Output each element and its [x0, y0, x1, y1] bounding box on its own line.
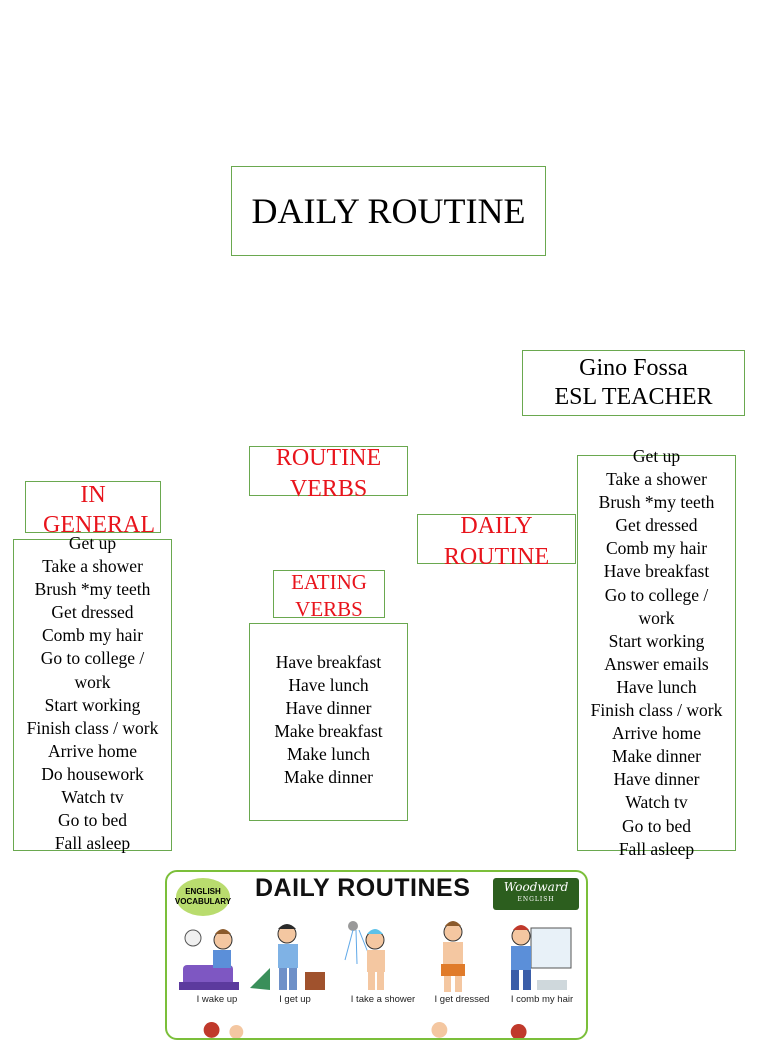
in-general-item: Start working — [44, 694, 141, 715]
poster-title: DAILY ROUTINES — [255, 874, 471, 902]
in-general-item: Go to college / work — [40, 648, 145, 692]
daily-routine-list — [577, 446, 736, 859]
author-name: Gino Fossa — [579, 355, 688, 381]
english-vocabulary-badge — [176, 878, 230, 916]
daily-routine-heading-text: DAILY ROUTINE — [443, 513, 550, 570]
brand-sub: ENGLISH — [517, 896, 555, 903]
caption-wake-up: I wake up — [196, 994, 238, 1005]
routine-verbs-heading-text: ROUTINE VERBS — [275, 445, 382, 502]
daily-routine-item: Watch tv — [625, 792, 688, 813]
daily-routine-item: Get up — [632, 446, 681, 466]
in-general-item: Fall asleep — [54, 833, 131, 854]
in-general-item: Watch tv — [61, 787, 124, 808]
eating-verbs-item: Have breakfast — [275, 652, 382, 672]
in-general-item: Comb my hair — [41, 625, 144, 646]
poster-illustrations-row-2 — [167, 1010, 586, 1040]
badge-line-1: ENGLISH — [185, 887, 221, 896]
in-general-item: Get up — [68, 533, 117, 553]
brand-name: Woodward — [503, 880, 569, 894]
eating-verbs-item: Have lunch — [288, 675, 369, 696]
in-general-item: Arrive home — [48, 740, 137, 761]
eating-verbs-item: Make breakfast — [274, 721, 383, 742]
daily-routine-item: Answer emails — [604, 653, 709, 674]
caption-shower: I take a shower — [350, 994, 416, 1005]
in-general-item: Brush *my teeth — [34, 579, 151, 600]
eating-verbs-item: Have dinner — [285, 698, 372, 719]
in-general-item: Take a shower — [42, 556, 143, 577]
in-general-list — [13, 533, 172, 854]
daily-routine-item: Go to college / work — [604, 584, 709, 628]
page-title-text: DAILY ROUTINE — [251, 191, 526, 231]
daily-routine-item: Brush *my teeth — [598, 492, 715, 513]
daily-routine-heading — [417, 513, 576, 570]
in-general-item: Do housework — [41, 763, 144, 784]
daily-routine-item: Start working — [608, 630, 705, 651]
in-general-item: Go to bed — [57, 810, 128, 831]
daily-routines-poster — [165, 870, 588, 1040]
daily-routine-item: Have breakfast — [603, 561, 710, 582]
eating-verbs-list — [249, 623, 408, 821]
get-up-illustration — [250, 924, 325, 990]
daily-routine-item: Have lunch — [616, 676, 697, 697]
daily-routine-item: Finish class / work — [590, 700, 723, 721]
eating-verbs-heading — [273, 570, 385, 621]
get-dressed-illustration — [441, 921, 465, 992]
in-general-heading-text: IN GENERAL — [43, 482, 155, 538]
daily-routine-item: Get dressed — [615, 515, 698, 536]
wake-up-illustration — [179, 929, 239, 990]
eating-verbs-heading-text: EATING VERBS — [291, 570, 367, 621]
comb-hair-illustration — [511, 925, 571, 990]
daily-routine-item: Comb my hair — [605, 538, 708, 559]
caption-dressed: I get dressed — [434, 994, 490, 1005]
eating-verbs-item: Make lunch — [286, 744, 371, 765]
badge-line-2: VOCABULARY — [174, 897, 232, 906]
daily-routine-item: Arrive home — [612, 723, 701, 744]
in-general-item: Get dressed — [51, 602, 134, 623]
page-title — [231, 166, 546, 256]
routine-verbs-heading — [249, 445, 408, 502]
poster-illustrations — [175, 920, 580, 1000]
in-general-heading — [25, 481, 161, 538]
daily-routine-item: Make dinner — [612, 746, 701, 767]
in-general-item: Finish class / work — [26, 717, 159, 738]
eating-verbs-item: Make dinner — [284, 767, 373, 788]
daily-routine-item: Take a shower — [606, 469, 707, 490]
caption-get-up: I get up — [279, 994, 311, 1005]
caption-comb-hair: I comb my hair — [510, 994, 574, 1005]
daily-routine-item: Go to bed — [621, 815, 692, 836]
author-box — [522, 350, 745, 416]
daily-routine-item: Fall asleep — [618, 838, 695, 859]
daily-routine-item: Have dinner — [613, 769, 700, 790]
woodward-logo — [493, 878, 579, 910]
shower-illustration — [345, 921, 385, 990]
author-role: ESL TEACHER — [554, 384, 713, 410]
